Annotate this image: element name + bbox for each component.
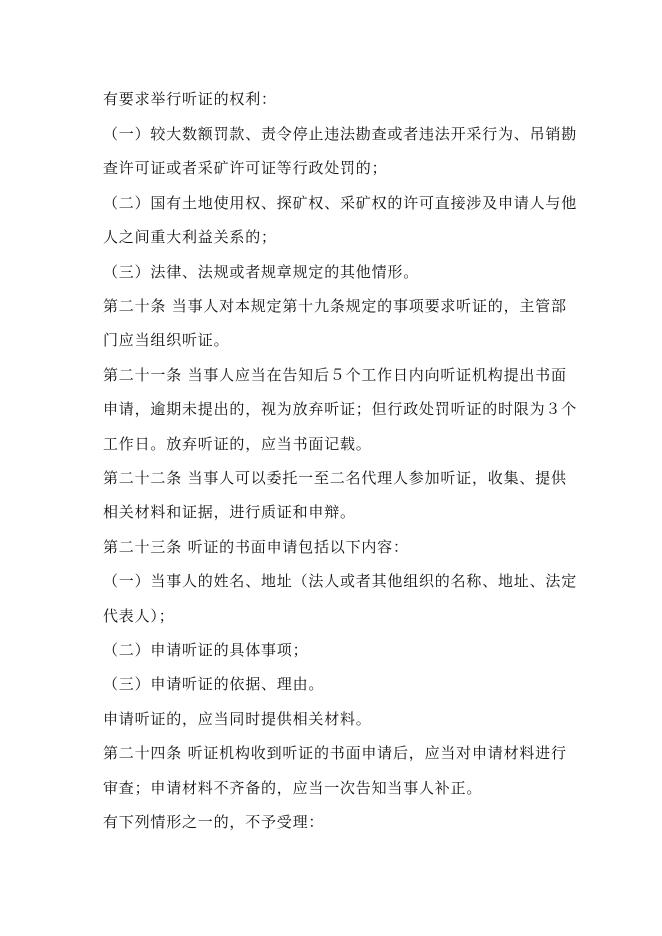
text-line: （一）较大数额罚款、责令停止违法勘查或者违法开采行为、吊销勘 <box>103 125 578 143</box>
text-line: 第二十四条 听证机构收到听证的书面申请后，应当对申请材料进行 <box>103 744 567 762</box>
text-line: 相关材料和证据，进行质证和申辩。 <box>103 503 356 521</box>
text-line: （一）当事人的姓名、地址（法人或者其他组织的名称、地址、法定 <box>103 572 578 590</box>
text-line: 申请，逾期未提出的，视为放弃听证；但行政处罚听证的时限为３个 <box>103 400 578 418</box>
text-line: （三）申请听证的依据、理由。 <box>103 675 325 693</box>
text-line: 申请听证的，应当同时提供相关材料。 <box>103 710 372 728</box>
text-line: 第二十一条 当事人应当在告知后５个工作日内向听证机构提出书面 <box>103 366 567 384</box>
text-line: 有要求举行听证的权利： <box>103 90 277 108</box>
text-line: 人之间重大利益关系的； <box>103 228 277 246</box>
text-line: 代表人）； <box>103 607 175 625</box>
text-line: 有下列情形之一的，不予受理： <box>103 813 325 831</box>
text-line: 查许可证或者采矿许可证等行政处罚的； <box>103 159 388 177</box>
text-line: 门应当组织听证。 <box>103 331 230 349</box>
text-line: 工作日。放弃听证的，应当书面记载。 <box>103 435 372 453</box>
text-line: 第二十三条 听证的书面申请包括以下内容： <box>103 538 409 556</box>
text-line: 审查；申请材料不齐备的，应当一次告知当事人补正。 <box>103 779 483 797</box>
text-line: 第二十条 当事人对本规定第十九条规定的事项要求听证的，主管部 <box>103 297 567 315</box>
text-line: （二）申请听证的具体事项； <box>103 641 309 659</box>
text-line: （三）法律、法规或者规章规定的其他情形。 <box>103 263 420 281</box>
text-line: 第二十二条 当事人可以委托一至二名代理人参加听证，收集、提供 <box>103 469 567 487</box>
text-line: （二）国有土地使用权、探矿权、采矿权的许可直接涉及申请人与他 <box>103 194 578 212</box>
